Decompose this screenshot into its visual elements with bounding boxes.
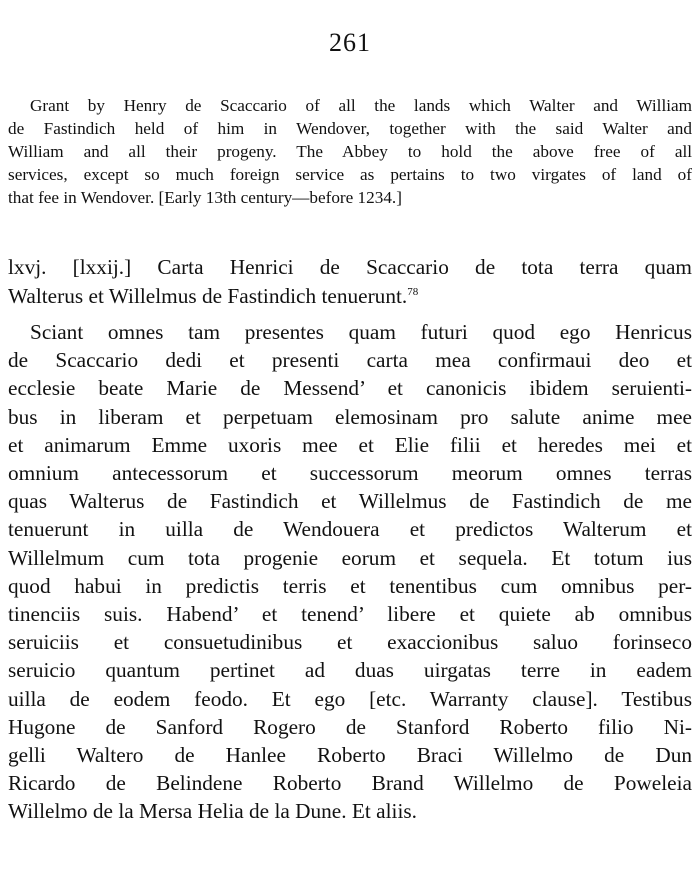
summary-line: that fee in Wendover. [Early 13th century—before 1234.] — [8, 188, 402, 207]
body-line: quas Walterus de Fastindich et Willelmus de Fastindich de me — [8, 489, 692, 514]
charter-text — [8, 318, 692, 826]
body-line: uilla de eodem feodo. Et ego [etc. Warranty clause]. Testibus — [8, 686, 692, 711]
body-line: bus in liberam et perpetuam elemosinam pro salute anime mee — [8, 404, 692, 429]
body-line: de Scaccario dedi et presenti carta mea confirmaui deo et — [8, 348, 692, 373]
heading-line: lxvj. [lxxij.] Carta Henrici de Scaccario de tota terra quam — [8, 255, 692, 279]
charter-heading — [8, 253, 692, 311]
summary-line: Grant by Henry de Scaccario of all the lands which Walter and William — [30, 96, 692, 115]
heading-line — [8, 282, 692, 311]
body-line: omnium antecessorum et successorum meorum omnes terras — [8, 461, 692, 486]
summary-line: services, except so much foreign service as pertains to two virgates of land of — [8, 165, 692, 184]
body-line: Ricardo de Belindene Roberto Brand Willelmo de Poweleia — [8, 771, 692, 796]
body-line: Sciant omnes tam presentes quam futuri quod ego Henricus — [30, 320, 692, 344]
body-line: Willelmo de la Mersa Helia de la Dune. Et aliis. — [8, 799, 417, 824]
english-summary — [8, 94, 692, 209]
body-line: et animarum Emme uxoris mee et Elie filii et heredes mei et — [8, 432, 692, 457]
body-line: ecclesie beate Marie de Messend’ et canonicis ibidem seruienti- — [8, 376, 692, 401]
body-line: gelli Waltero de Hanlee Roberto Braci Willelmo de Dun — [8, 743, 692, 768]
footnote-reference: 78 — [407, 285, 419, 298]
heading-line-text: Walterus et Willelmus de Fastindich tenuerunt. — [8, 284, 408, 308]
summary-line: de Fastindich held of him in Wendover, together with the said Walter and — [8, 119, 692, 138]
page-number: 261 — [329, 28, 371, 57]
body-line: seruiciis et consuetudinibus et exaccionibus saluo forinseco — [8, 630, 692, 655]
body-line: tenuerunt in uilla de Wendouera et predictos Walterum et — [8, 517, 692, 542]
body-line: Willelmum cum tota progenie eorum et sequela. Et totum ius — [8, 545, 692, 570]
summary-line: William and all their progeny. The Abbey to hold the above free of all — [8, 142, 692, 161]
body-line: tinenciis suis. Habend’ et tenend’ libere et quiete ab omnibus — [8, 602, 692, 627]
body-line: quod habui in predictis terris et tenentibus cum omnibus per- — [8, 573, 692, 598]
body-line: seruicio quantum pertinet ad duas uirgatas terre in eadem — [8, 658, 692, 683]
body-line: Hugone de Sanford Rogero de Stanford Roberto filio Ni- — [8, 714, 692, 739]
